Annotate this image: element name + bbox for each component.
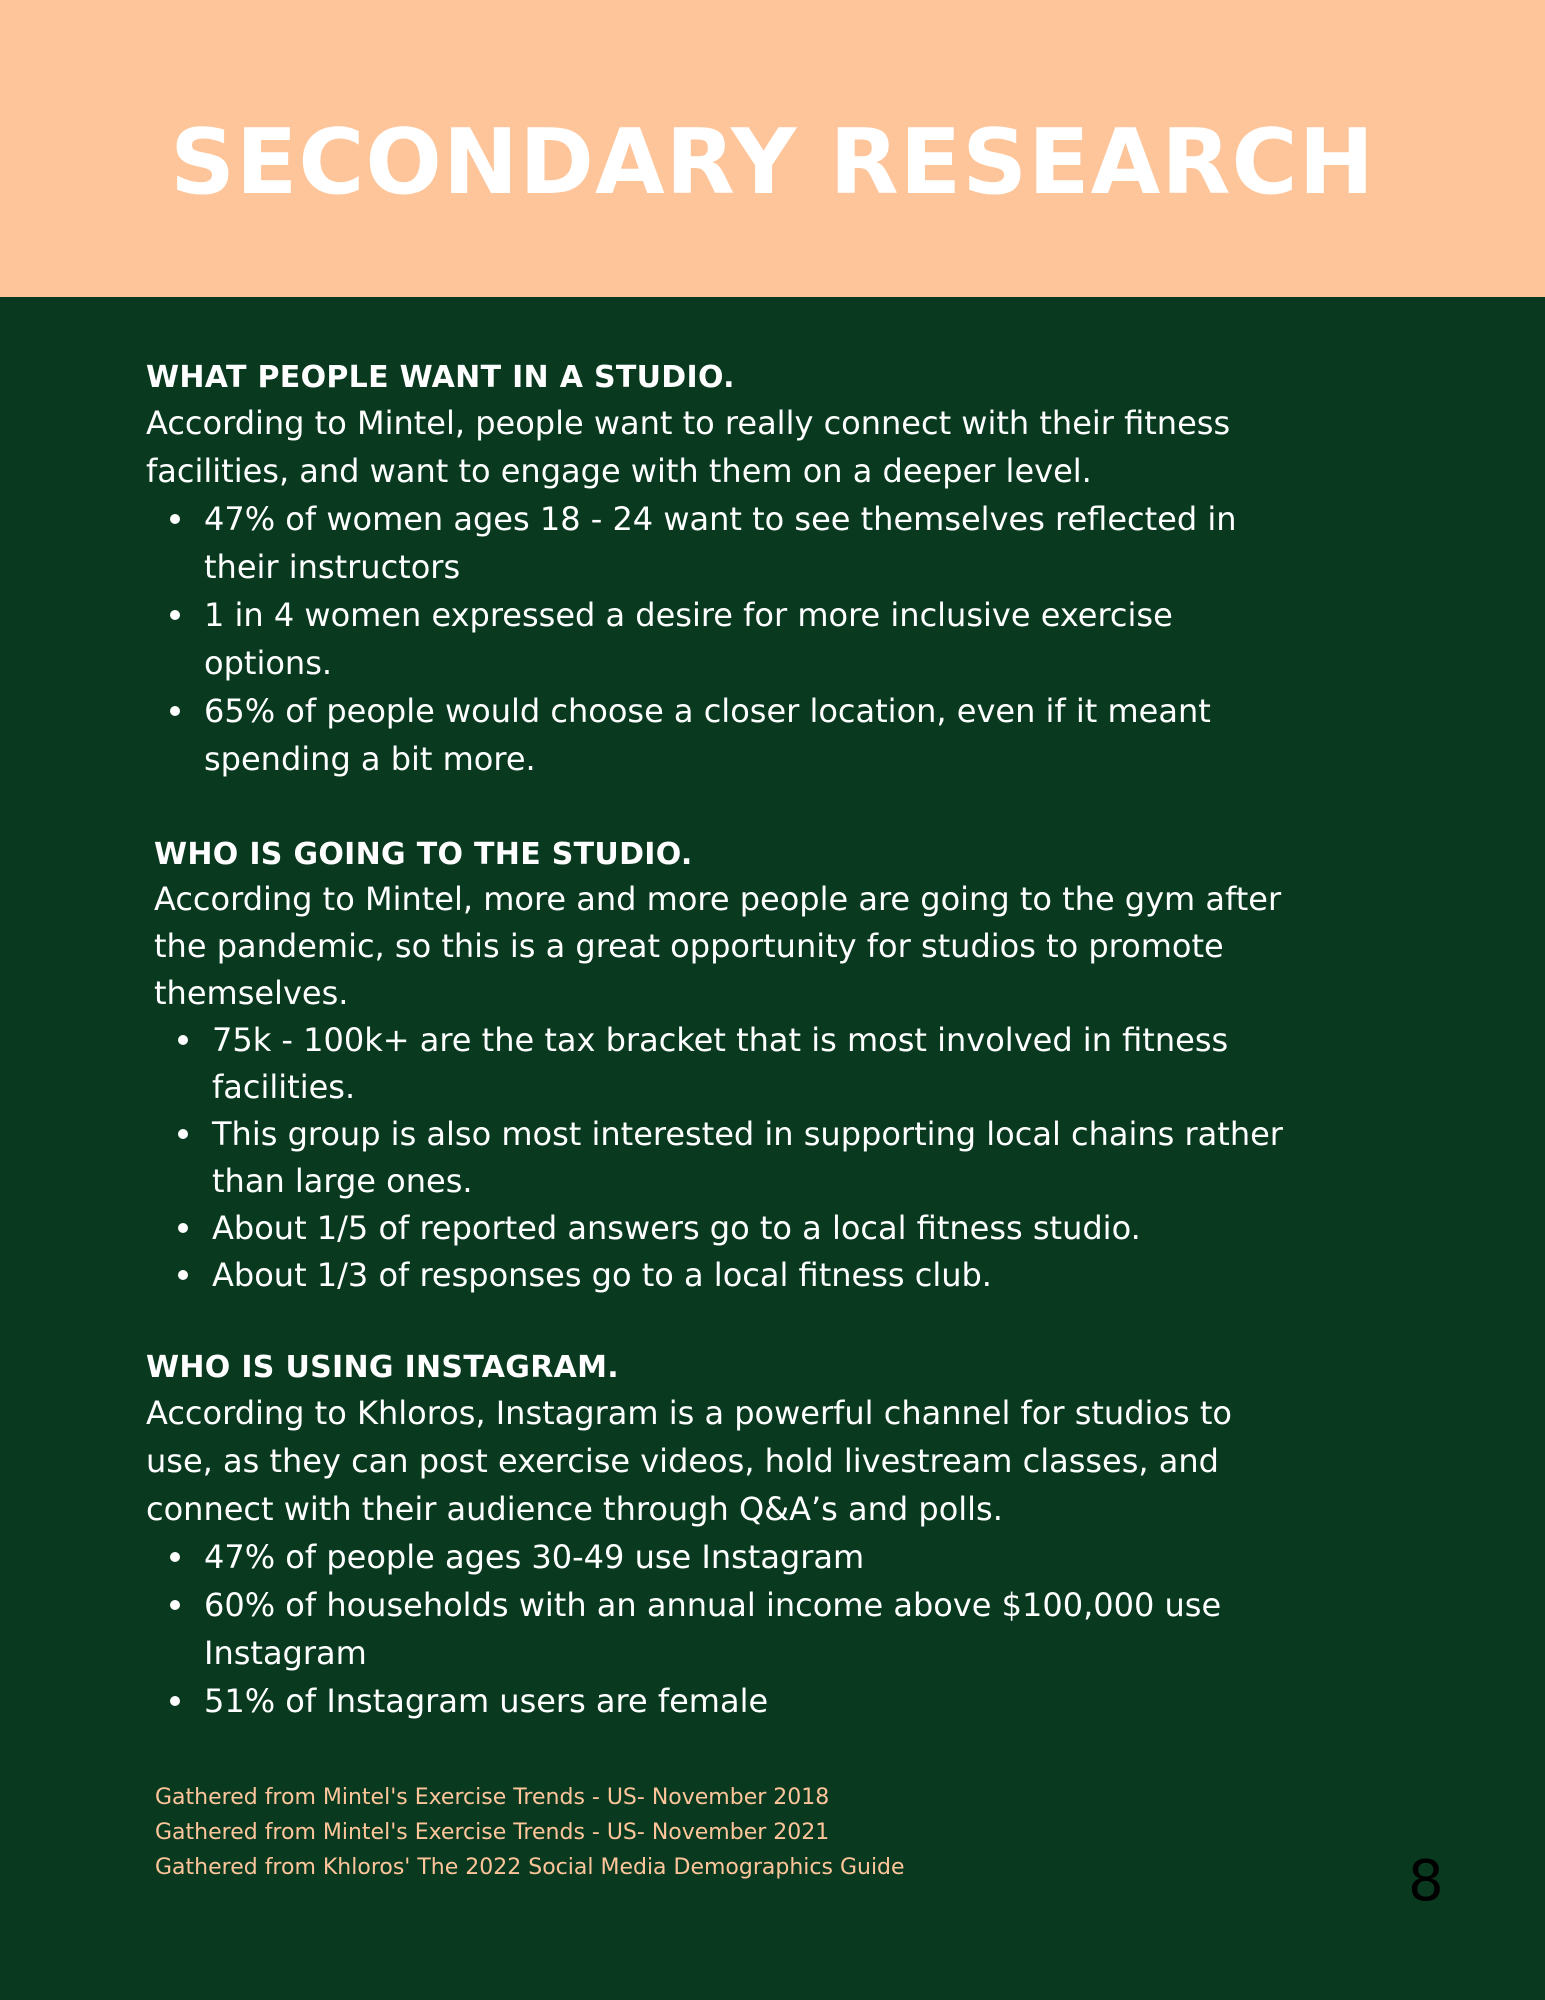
list-item: 47% of women ages 18 - 24 want to see themselves reflected in their instructors [204, 495, 1276, 591]
list-item: 65% of people would choose a closer location, even if it meant spending a bit more. [204, 687, 1276, 783]
header-banner [0, 0, 1545, 297]
page-number: 8 [1408, 1849, 1444, 1914]
source-citation: Gathered from Mintel's Exercise Trends - US- November 2018 [155, 1785, 830, 1810]
list-item: About 1/5 of reported answers go to a local fitness studio. [212, 1205, 1284, 1252]
section-heading: WHO IS GOING TO THE STUDIO. [154, 837, 693, 872]
page-title: SECONDARY RESEARCH [170, 110, 1375, 215]
list-item: About 1/3 of responses go to a local fitness club. [212, 1252, 1284, 1299]
source-citation: Gathered from Mintel's Exercise Trends - US- November 2021 [155, 1820, 830, 1845]
section-intro: According to Khloros, Instagram is a powerful channel for studios to use, as they can post exercise videos, hold livestream classes, and connect with their audience through Q&A’s and polls. [146, 1394, 1232, 1528]
list-item: 1 in 4 women expressed a desire for more inclusive exercise options. [204, 591, 1276, 687]
section-studio-visitors [154, 834, 1284, 1299]
bullet-list [146, 1533, 1276, 1725]
list-item: This group is also most interested in supporting local chains rather than large ones. [212, 1111, 1284, 1205]
sources-list [155, 1780, 1255, 1885]
list-item: 47% of people ages 30-49 use Instagram [204, 1533, 1276, 1581]
section-studio-wants [146, 357, 1276, 783]
section-heading: WHO IS USING INSTAGRAM. [146, 1350, 619, 1385]
section-intro: According to Mintel, people want to really connect with their fitness facilities, and want to engage with them on a deeper level. [146, 404, 1231, 490]
section-heading: WHAT PEOPLE WANT IN A STUDIO. [146, 360, 735, 395]
bullet-list [146, 495, 1276, 783]
bullet-list [154, 1017, 1284, 1299]
list-item: 51% of Instagram users are female [204, 1677, 1276, 1725]
list-item: 60% of households with an annual income above $100,000 use Instagram [204, 1581, 1276, 1677]
section-intro: According to Mintel, more and more people are going to the gym after the pandemic, so this is a great opportunity for studios to promote themselves. [154, 880, 1282, 1012]
list-item: 75k - 100k+ are the tax bracket that is most involved in fitness facilities. [212, 1017, 1284, 1111]
source-citation: Gathered from Khloros' The 2022 Social Media Demographics Guide [155, 1855, 905, 1880]
section-instagram-users [146, 1347, 1276, 1725]
